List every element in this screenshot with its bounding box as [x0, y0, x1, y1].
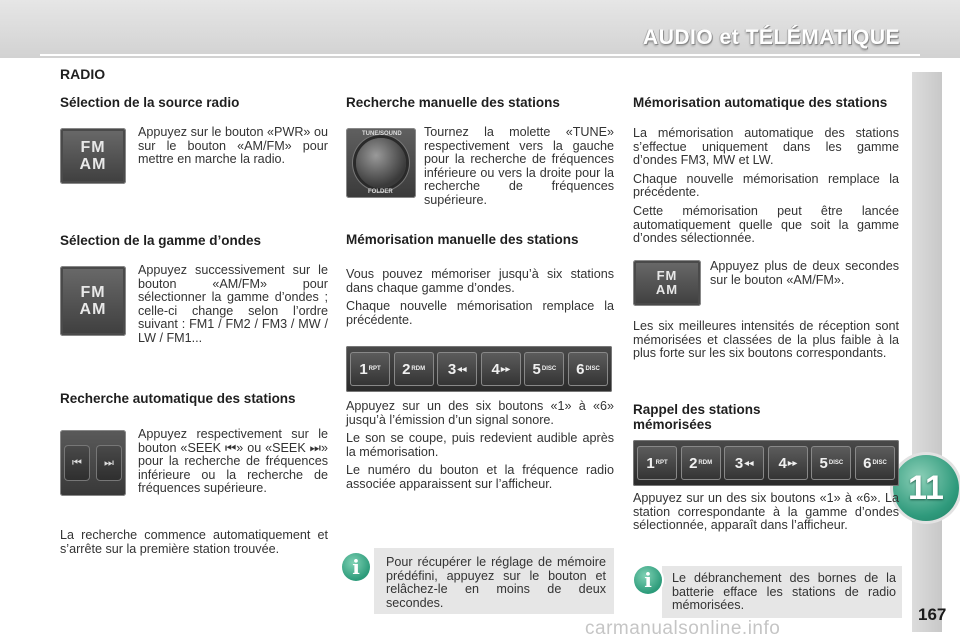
preset-number: 2 — [689, 454, 698, 472]
preset-number: 3 — [734, 454, 744, 472]
preset-button-4 — [768, 446, 808, 480]
preset-sub-label: RDM — [698, 460, 713, 466]
text-manual-search: Tournez la molette «TUNE» respectivement vers la gauche pour la recherche de fréquences inférieure ou vers la droite pour la recherche de fréquences supérieure. — [424, 125, 614, 207]
text-manual-memo-steps — [346, 400, 614, 497]
seek-back-icon: ⏮ — [64, 445, 90, 481]
knob-label-bottom: FOLDER — [368, 189, 393, 195]
info-icon: i — [342, 553, 370, 581]
info-box — [374, 548, 614, 614]
auto-memo-p3: Cette mémorisation peut être lancée automatiquement quelle que soit la gamme d’ondes sélectionnée. — [633, 203, 899, 246]
auto-memo-p2: Chaque nouvelle mémorisation remplace la précédente. — [633, 171, 899, 200]
auto-memo-p4: Appuyez plus de deux secondes sur le bouton «AM/FM». — [710, 259, 899, 287]
header-divider — [40, 54, 920, 56]
auto-memo-p5: Les six meilleures intensités de réception sont mémorisées et classées de la plus faible à la plus forte sur les six boutons correspondants. — [633, 319, 899, 361]
knob-label-top: TUNE/SOUND — [362, 131, 402, 137]
manual-memo-p4: Le son se coupe, puis redevient audible après la mémorisation. — [346, 431, 614, 459]
manual-memo-p3: Appuyez sur un des six boutons «1» à «6» jusqu’à l’émission d’un signal sonore. — [346, 399, 614, 427]
preset-button-1 — [350, 352, 390, 386]
text-auto-search-note: La recherche commence automatiquement et s’arrête sur la première station trouvée. — [60, 528, 328, 556]
preset-button-2 — [394, 352, 434, 386]
preset-number: 5 — [532, 360, 541, 378]
page-number: 167 — [918, 605, 947, 624]
button-label-am: AM — [79, 301, 107, 318]
heading-range: Sélection de la gamme d’ondes — [60, 233, 262, 248]
heading-recall: Rappel des stations mémorisées — [633, 402, 761, 432]
fm-am-button-image — [60, 266, 126, 336]
info-box — [662, 566, 902, 618]
heading-manual-memo: Mémorisation manuelle des stations — [346, 232, 579, 247]
seek-forward-icon: ⏭ — [96, 445, 122, 481]
button-label-am: AM — [655, 282, 679, 297]
button-label-am: AM — [79, 156, 107, 173]
manual-memo-p2: Chaque nouvelle mémorisation remplace la précédente. — [346, 299, 614, 327]
button-label-fm: FM — [80, 284, 106, 301]
preset-button-2 — [681, 446, 721, 480]
fm-am-button-image — [633, 260, 701, 306]
preset-sub-label: ▶▶ — [500, 366, 511, 373]
preset-sub-label: ◀◀ — [744, 460, 754, 467]
preset-buttons-image — [346, 346, 612, 392]
tune-knob-image — [346, 128, 416, 198]
heading-auto-memo: Mémorisation automatique des stations — [633, 95, 888, 110]
text-source: Appuyez sur le bouton «PWR» ou sur le bouton «AM/FM» pour mettre en marche la radio. — [138, 125, 328, 167]
preset-number: 5 — [819, 454, 828, 472]
preset-button-5 — [524, 352, 564, 386]
text-range: Appuyez successivement sur le bouton «AM/FM» pour sélectionner la gamme d’ondes ; celle-ci change selon l’ordre suivant : FM1 / FM2 / FM3 / MW / LW / FM1... — [138, 263, 328, 345]
preset-button-3 — [724, 446, 764, 480]
preset-button-1 — [637, 446, 677, 480]
text-auto-memo — [633, 127, 899, 251]
preset-sub-label: DISC — [585, 366, 600, 372]
page-header-title: AUDIO et TÉLÉMATIQUE — [643, 26, 900, 49]
tune-knob-icon — [356, 138, 406, 188]
heading-auto-search: Recherche automatique des stations — [60, 391, 296, 406]
preset-button-3 — [437, 352, 477, 386]
preset-sub-label: RPT — [655, 460, 668, 466]
preset-number: 4 — [491, 360, 500, 378]
preset-number: 6 — [576, 360, 585, 378]
preset-number: 1 — [646, 454, 655, 472]
info-icon: i — [634, 566, 662, 594]
text-manual-memo — [346, 268, 614, 332]
button-label-fm: FM — [80, 139, 106, 156]
section-title: RADIO — [60, 66, 106, 82]
preset-button-5 — [811, 446, 851, 480]
heading-source: Sélection de la source radio — [60, 95, 240, 110]
preset-number: 4 — [778, 454, 787, 472]
preset-sub-label: DISC — [872, 460, 887, 466]
preset-number: 6 — [863, 454, 872, 472]
preset-button-4 — [481, 352, 521, 386]
preset-buttons-image — [633, 440, 899, 486]
preset-number: 1 — [359, 360, 368, 378]
preset-number: 2 — [402, 360, 411, 378]
text-recall: Appuyez sur un des six boutons «1» à «6». La station correspondante à la gamme d’ondes sélectionnée, apparaît dans l’afficheur. — [633, 491, 899, 533]
heading-manual-search: Recherche manuelle des stations — [346, 95, 560, 110]
manual-memo-p1: Vous pouvez mémoriser jusqu’à six stations dans chaque gamme d’ondes. — [346, 267, 614, 295]
button-label-fm: FM — [656, 268, 678, 283]
preset-sub-label: DISC — [828, 460, 844, 466]
text-auto-search: Appuyez respectivement sur le bouton «SEEK ⏮» ou «SEEK ⏭» pour la recherche de fréquences inférieure ou la recherche de fréquences supérieure. — [138, 427, 328, 496]
chapter-tab — [893, 455, 959, 521]
side-strip — [912, 72, 942, 632]
preset-sub-label: ◀◀ — [457, 366, 467, 373]
preset-sub-label: RDM — [411, 366, 426, 372]
preset-button-6 — [855, 446, 895, 480]
info-text: Pour récupérer le réglage de mémoire prédéfini, appuyez sur le bouton et relâchez-le en moins de deux secondes. — [386, 555, 606, 610]
watermark: carmanualsonline.info — [585, 618, 781, 639]
chapter-number: 11 — [908, 468, 944, 507]
seek-button-image — [60, 430, 126, 496]
preset-sub-label: RPT — [368, 366, 381, 372]
preset-sub-label: DISC — [541, 366, 557, 372]
info-text: Le débranchement des bornes de la batterie efface les stations de radio mémorisées. — [672, 571, 896, 613]
preset-button-6 — [568, 352, 608, 386]
manual-memo-p5: Le numéro du bouton et la fréquence radio associée apparaissent sur l’afficheur. — [346, 463, 614, 491]
auto-memo-p1: La mémorisation automatique des stations s’effectue uniquement dans les gamme d’ondes FM3, MW et LW. — [633, 126, 899, 168]
preset-sub-label: ▶▶ — [787, 460, 798, 467]
preset-number: 3 — [447, 360, 457, 378]
fm-am-button-image — [60, 128, 126, 184]
